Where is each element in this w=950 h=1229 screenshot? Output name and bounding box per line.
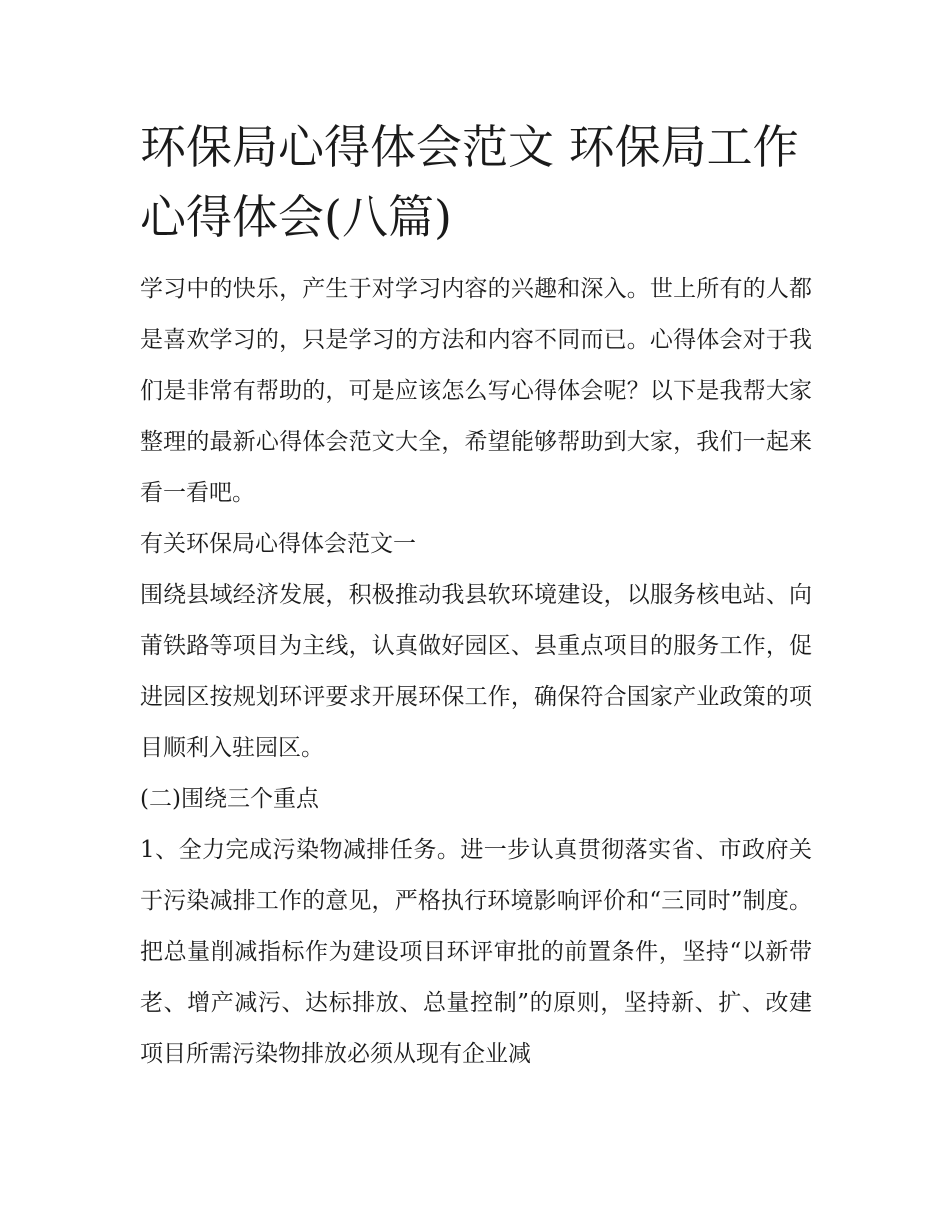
document-title: 环保局心得体会范文 环保局工作心得体会(八篇) — [140, 120, 799, 244]
intro-paragraph: 学习中的快乐，产生于对学习内容的兴趣和深入。世上所有的人都是喜欢学习的，只是学习的方法和内容不同而已。心得体会对于我们是非常有帮助的，可是应该怎么写心得体会呢？以下是我帮大家整理的最新心得体会范文大全，希望能够帮助到大家，我们一起来看一看吧。 — [140, 276, 812, 506]
body-paragraph: 1、全力完成污染物减排任务。进一步认真贯彻落实省、市政府关于污染减排工作的意见，严格执行环境影响评价和“三同时”制度。把总量削减指标作为建设项目环评审批的前置条件，坚持“以新带老、增产减污、达标排放、总量控制”的原则，坚持新、扩、改建项目所需污染物排放必须从现有企业减 — [140, 837, 812, 1067]
subsection-heading: (二)围绕三个重点 — [140, 786, 319, 812]
document-page — [140, 112, 812, 1080]
section-heading: 有关环保局心得体会范文一 — [140, 531, 416, 557]
body-paragraph: 围绕县域经济发展，积极推动我县软环境建设，以服务核电站、向莆铁路等项目为主线，认真做好园区、县重点项目的服务工作，促进园区按规划环评要求开展环保工作，确保符合国家产业政策的项目顺利入驻园区。 — [140, 582, 812, 761]
